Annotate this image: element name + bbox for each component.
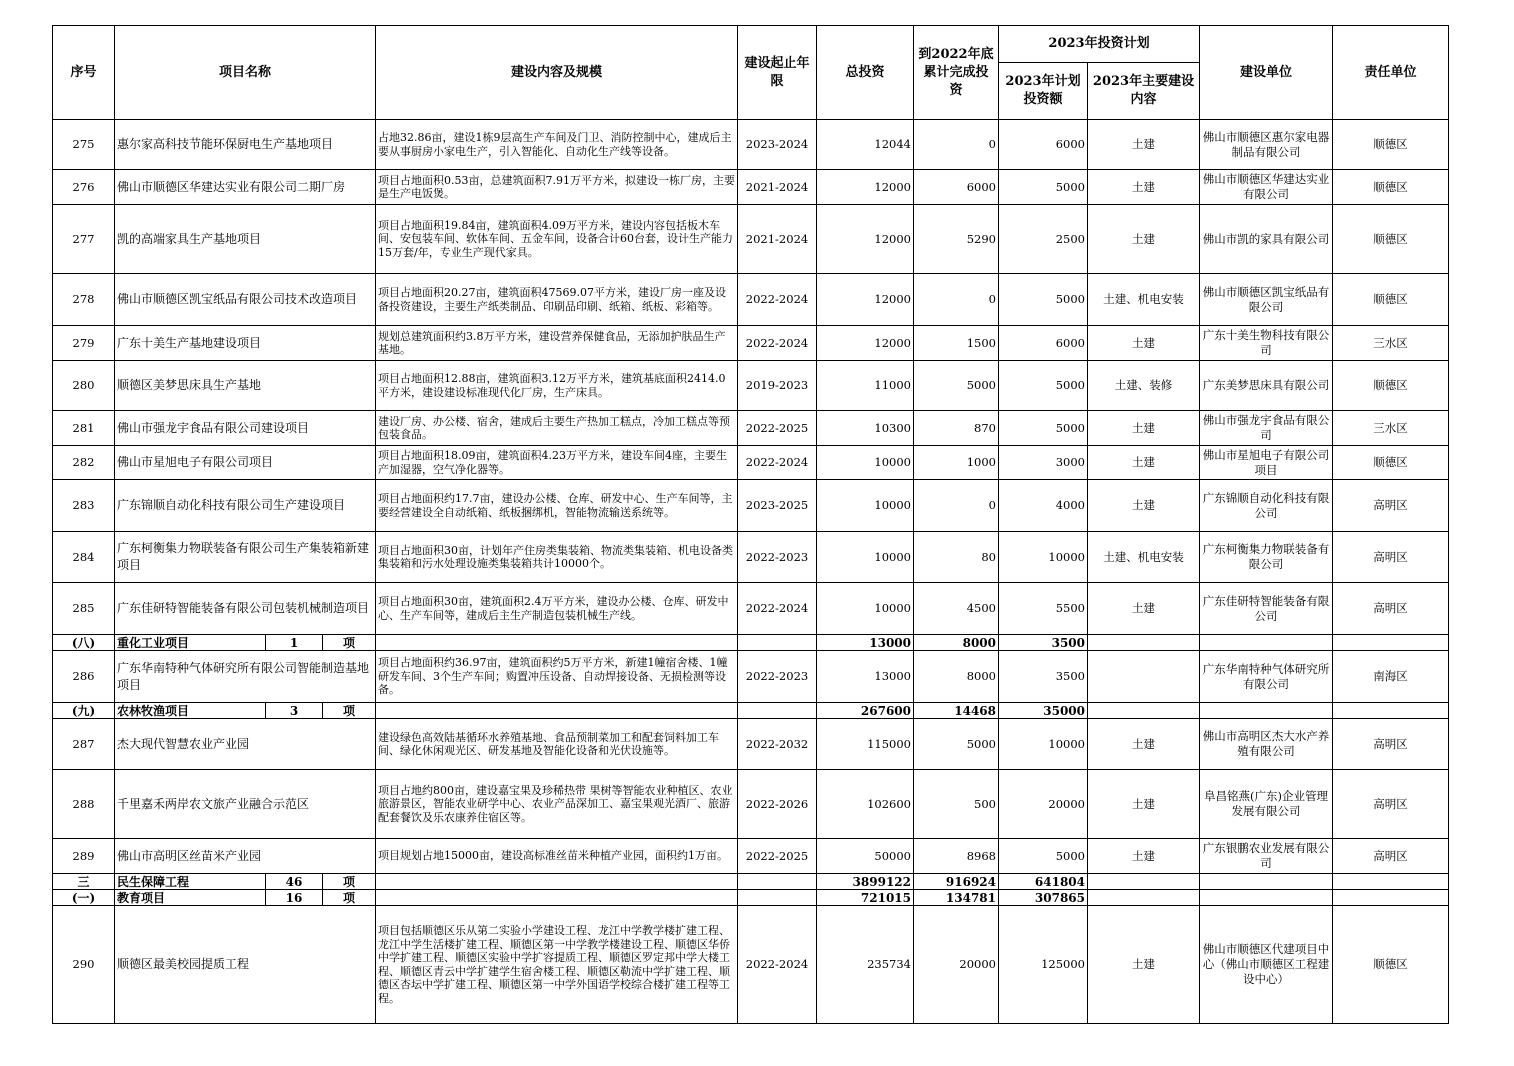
row-builder: 广东华南特种气体研究所有限公司 [1200,651,1333,703]
table-row [53,170,1449,205]
row-plan: 20000 [999,770,1088,839]
row-name: 广东十美生产基地建设项目 [115,326,376,361]
row-period: 2022-2023 [738,651,817,703]
row-done: 8968 [914,839,999,874]
row-total: 10000 [817,480,914,532]
header-done-2022: 到2022年底累计完成投资 [914,26,999,120]
row-plan: 6000 [999,120,1088,170]
section-unit: 项 [323,635,376,651]
table-row [53,120,1449,170]
section-seq: (八) [53,635,115,651]
row-name: 广东锦顺自动化科技有限公司生产建设项目 [115,480,376,532]
row-total: 12000 [817,326,914,361]
row-builder: 广东锦顺自动化科技有限公司 [1200,480,1333,532]
row-plan: 10000 [999,532,1088,583]
row-plan-content: 土建 [1088,719,1200,770]
row-plan: 125000 [999,906,1088,1024]
row-total: 235734 [817,906,914,1024]
row-seq: 276 [53,170,115,205]
row-builder: 广东佳研特智能装备有限公司 [1200,583,1333,635]
header-plan-amount: 2023年计划投资额 [999,63,1088,120]
row-content: 项目包括顺德区乐从第二实验小学建设工程、龙江中学教学楼扩建工程、龙江中学生活楼扩建工程、顺德区第一中学教学楼建设工程、顺德区华侨中学扩建工程、顺德区实验中学扩容提质工程、顺德区罗定邦中学大楼工程、顺德区青云中学扩建学生宿舍楼工程、顺德区勒流中学扩建工程、顺德区杏坛中学扩建工程、顺德区第一中学外国语学校综合楼扩建工程等工程。 [376,906,738,1024]
row-seq: 282 [53,446,115,480]
row-content: 项目规划占地15000亩，建设高标准丝苗米种植产业园，面积约1万亩。 [376,839,738,874]
table-row [53,770,1449,839]
table-row [53,719,1449,770]
row-plan-content [1088,651,1200,703]
section-row [53,703,1449,719]
row-name: 广东柯衡集力物联装备有限公司生产集装箱新建项目 [115,532,376,583]
section-plan: 307865 [999,890,1088,906]
row-name: 佛山市强龙宇食品有限公司建设项目 [115,411,376,446]
row-seq: 285 [53,583,115,635]
row-total: 11000 [817,361,914,411]
table-row [53,361,1449,411]
row-done: 4500 [914,583,999,635]
section-total: 721015 [817,890,914,906]
row-period: 2023-2024 [738,120,817,170]
row-plan-content: 土建 [1088,120,1200,170]
section-plan: 35000 [999,703,1088,719]
row-plan-content: 土建 [1088,583,1200,635]
row-name: 千里嘉禾两岸农文旅产业融合示范区 [115,770,376,839]
header-builder: 建设单位 [1200,26,1333,120]
table-row [53,411,1449,446]
row-seq: 280 [53,361,115,411]
row-done: 6000 [914,170,999,205]
row-builder: 佛山市顺德区代建项目中心（佛山市顺德区工程建设中心） [1200,906,1333,1024]
row-plan: 2500 [999,205,1088,274]
row-period: 2023-2025 [738,480,817,532]
row-resp: 南海区 [1333,651,1449,703]
row-period: 2022-2024 [738,906,817,1024]
row-builder: 阜昌铭燕(广东)企业管理发展有限公司 [1200,770,1333,839]
row-seq: 283 [53,480,115,532]
section-row [53,635,1449,651]
header-plan-content: 2023年主要建设内容 [1088,63,1200,120]
row-plan: 3000 [999,446,1088,480]
row-plan-content: 土建 [1088,326,1200,361]
row-content: 项目占地面积30亩，建筑面积2.4万平方米，建设办公楼、仓库、研发中心、生产车间等，建成后主生产制造包装机械生产线。 [376,583,738,635]
row-content: 项目占地面积20.27亩，建筑面积47569.07平方米，建设厂房一座及设备投资建设，主要生产纸类制品、印刷品印刷、纸箱、纸板、彩箱等。 [376,274,738,326]
row-builder: 佛山市高明区杰大水产养殖有限公司 [1200,719,1333,770]
section-done: 14468 [914,703,999,719]
row-resp: 顺德区 [1333,120,1449,170]
row-name: 佛山市星旭电子有限公司项目 [115,446,376,480]
row-name: 杰大现代智慧农业产业园 [115,719,376,770]
row-plan-content: 土建 [1088,170,1200,205]
row-period: 2022-2032 [738,719,817,770]
row-total: 10000 [817,532,914,583]
row-plan-content: 土建、机电安装 [1088,532,1200,583]
row-name: 佛山市顺德区华建达实业有限公司二期厂房 [115,170,376,205]
section-count: 1 [266,635,323,651]
row-period: 2022-2024 [738,274,817,326]
row-total: 12000 [817,205,914,274]
section-seq: (九) [53,703,115,719]
row-resp: 顺德区 [1333,446,1449,480]
section-row [53,874,1449,890]
row-builder: 广东柯衡集力物联装备有限公司 [1200,532,1333,583]
row-plan: 5000 [999,361,1088,411]
row-done: 1500 [914,326,999,361]
row-seq: 290 [53,906,115,1024]
row-builder: 佛山市顺德区华建达实业有限公司 [1200,170,1333,205]
section-plan: 641804 [999,874,1088,890]
row-builder: 佛山市强龙宇食品有限公司 [1200,411,1333,446]
section-row [53,890,1449,906]
row-content: 项目占地约800亩，建设嘉宝果及珍稀热带 果树等智能农业种植区、农业旅游景区，智能农业研学中心、农业产品深加工、嘉宝果观光酒厂、旅游配套餐饮及乐农康养住宿区等。 [376,770,738,839]
section-unit: 项 [323,890,376,906]
row-builder: 佛山市顺德区惠尔家电器制品有限公司 [1200,120,1333,170]
row-total: 12044 [817,120,914,170]
row-content: 建设绿色高效陆基循环水养殖基地、食品预制菜加工和配套饲料加工车间、绿化休闲观光区、研发基地及智能化设备和光伏设施等。 [376,719,738,770]
table-row [53,839,1449,874]
row-resp: 高明区 [1333,480,1449,532]
section-plan: 3500 [999,635,1088,651]
row-content: 项目占地面积18.09亩，建筑面积4.23万平方米，建设车间4座，主要生产加湿器，空气净化器等。 [376,446,738,480]
table-row [53,583,1449,635]
row-content: 项目占地面积19.84亩，建筑面积4.09万平方米，建设内容包括板木车间、安包装车间、软体车间、五金车间，设备合计60台套，设计生产能力15万套/年，专业生产现代家具。 [376,205,738,274]
section-count: 16 [266,890,323,906]
section-name: 农林牧渔项目 [115,703,266,719]
row-total: 115000 [817,719,914,770]
row-builder: 广东十美生物科技有限公司 [1200,326,1333,361]
row-name: 顺德区最美校园提质工程 [115,906,376,1024]
row-seq: 275 [53,120,115,170]
table-row [53,480,1449,532]
row-total: 10300 [817,411,914,446]
row-name: 广东华南特种气体研究所有限公司智能制造基地项目 [115,651,376,703]
row-done: 0 [914,480,999,532]
row-plan: 6000 [999,326,1088,361]
row-builder: 佛山市顺德区凯宝纸品有限公司 [1200,274,1333,326]
row-period: 2022-2024 [738,583,817,635]
table-row [53,651,1449,703]
row-plan: 5000 [999,170,1088,205]
row-seq: 278 [53,274,115,326]
table-row [53,274,1449,326]
row-builder: 佛山市凯的家具有限公司 [1200,205,1333,274]
row-content: 项目占地面积约36.97亩，建筑面积约5万平方米，新建1幢宿舍楼、1幢研发车间、3个生产车间；购置冲压设备、自动焊接设备、无损检测等设备。 [376,651,738,703]
row-resp: 顺德区 [1333,170,1449,205]
row-content: 建设厂房、办公楼、宿舍，建成后主要生产热加工糕点，冷加工糕点等预包装食品。 [376,411,738,446]
row-resp: 高明区 [1333,719,1449,770]
row-resp: 高明区 [1333,532,1449,583]
row-total: 13000 [817,651,914,703]
section-count: 46 [266,874,323,890]
header-seq: 序号 [53,26,115,120]
row-done: 5000 [914,361,999,411]
row-plan-content: 土建 [1088,839,1200,874]
row-plan: 5000 [999,411,1088,446]
header-total: 总投资 [817,26,914,120]
row-seq: 288 [53,770,115,839]
row-content: 项目占地面积约17.7亩，建设办公楼、仓库、研发中心、生产车间等，主要经营建设全自动纸箱、纸板捆绑机，智能物流输送系统等。 [376,480,738,532]
row-seq: 289 [53,839,115,874]
header-period: 建设起止年限 [738,26,817,120]
section-name: 教育项目 [115,890,266,906]
row-plan-content: 土建、装修 [1088,361,1200,411]
row-period: 2022-2024 [738,326,817,361]
row-plan: 5500 [999,583,1088,635]
table-row [53,326,1449,361]
header-content: 建设内容及规模 [376,26,738,120]
row-content: 项目占地面积30亩，计划年产住房类集装箱、物流类集装箱、机电设备类集装箱和污水处理设施类集装箱共计10000个。 [376,532,738,583]
row-plan: 5000 [999,274,1088,326]
row-resp: 顺德区 [1333,361,1449,411]
row-name: 凯的高端家具生产基地项目 [115,205,376,274]
row-period: 2022-2023 [738,532,817,583]
row-done: 500 [914,770,999,839]
section-count: 3 [266,703,323,719]
row-done: 0 [914,274,999,326]
section-unit: 项 [323,874,376,890]
row-name: 佛山市顺德区凯宝纸品有限公司技术改造项目 [115,274,376,326]
row-seq: 287 [53,719,115,770]
row-seq: 279 [53,326,115,361]
row-done: 5000 [914,719,999,770]
row-name: 顺德区美梦思床具生产基地 [115,361,376,411]
header-resp: 责任单位 [1333,26,1449,120]
row-total: 50000 [817,839,914,874]
row-plan-content: 土建 [1088,480,1200,532]
section-total: 3899122 [817,874,914,890]
row-content: 项目占地面积12.88亩，建筑面积3.12万平方米，建筑基底面积2414.0平方米，建设建设标准现代化厂房，生产床具。 [376,361,738,411]
row-plan-content: 土建 [1088,446,1200,480]
row-resp: 三水区 [1333,411,1449,446]
row-done: 870 [914,411,999,446]
row-period: 2022-2025 [738,839,817,874]
row-total: 12000 [817,170,914,205]
table-row [53,205,1449,274]
row-done: 80 [914,532,999,583]
row-plan: 3500 [999,651,1088,703]
section-done: 134781 [914,890,999,906]
row-total: 102600 [817,770,914,839]
row-plan: 10000 [999,719,1088,770]
row-done: 20000 [914,906,999,1024]
row-plan-content: 土建 [1088,411,1200,446]
table-row [53,906,1449,1024]
row-resp: 高明区 [1333,770,1449,839]
row-seq: 284 [53,532,115,583]
row-done: 8000 [914,651,999,703]
row-builder: 佛山市星旭电子有限公司项目 [1200,446,1333,480]
section-name: 重化工业项目 [115,635,266,651]
row-plan: 5000 [999,839,1088,874]
row-plan: 4000 [999,480,1088,532]
row-done: 1000 [914,446,999,480]
row-total: 10000 [817,583,914,635]
table-row [53,532,1449,583]
row-done: 5290 [914,205,999,274]
row-plan-content: 土建、机电安装 [1088,274,1200,326]
section-done: 8000 [914,635,999,651]
investment-plan-table [52,25,1449,1024]
row-content: 占地32.86亩，建设1栋9层高生产车间及门卫、消防控制中心，建成后主要从事厨房小家电生产，引入智能化、自动化生产线等设备。 [376,120,738,170]
row-resp: 顺德区 [1333,205,1449,274]
row-period: 2022-2024 [738,446,817,480]
row-plan-content: 土建 [1088,205,1200,274]
row-seq: 281 [53,411,115,446]
row-period: 2022-2025 [738,411,817,446]
row-plan-content: 土建 [1088,770,1200,839]
row-name: 广东佳研特智能装备有限公司包装机械制造项目 [115,583,376,635]
row-builder: 广东银鹏农业发展有限公司 [1200,839,1333,874]
section-done: 916924 [914,874,999,890]
row-period: 2021-2024 [738,170,817,205]
row-resp: 高明区 [1333,583,1449,635]
row-period: 2021-2024 [738,205,817,274]
row-plan-content: 土建 [1088,906,1200,1024]
row-resp: 顺德区 [1333,274,1449,326]
table-row [53,446,1449,480]
row-total: 10000 [817,446,914,480]
row-name: 惠尔家高科技节能环保厨电生产基地项目 [115,120,376,170]
header-plan-2023: 2023年投资计划 [999,26,1200,63]
row-seq: 277 [53,205,115,274]
section-name: 民生保障工程 [115,874,266,890]
row-done: 0 [914,120,999,170]
row-resp: 高明区 [1333,839,1449,874]
section-total: 267600 [817,703,914,719]
section-total: 13000 [817,635,914,651]
row-period: 2022-2026 [738,770,817,839]
row-resp: 顺德区 [1333,906,1449,1024]
row-resp: 三水区 [1333,326,1449,361]
row-seq: 286 [53,651,115,703]
section-unit: 项 [323,703,376,719]
section-seq: (一) [53,890,115,906]
row-name: 佛山市高明区丝苗米产业园 [115,839,376,874]
row-period: 2019-2023 [738,361,817,411]
header-project-name: 项目名称 [115,26,376,120]
row-content: 规划总建筑面积约3.8万平方米，建设营养保健食品，无添加护肤品生产基地。 [376,326,738,361]
row-content: 项目占地面积0.53亩，总建筑面积7.91万平方米，拟建设一栋厂房，主要是生产电饭煲。 [376,170,738,205]
row-builder: 广东美梦思床具有限公司 [1200,361,1333,411]
section-seq: 三 [53,874,115,890]
row-total: 12000 [817,274,914,326]
